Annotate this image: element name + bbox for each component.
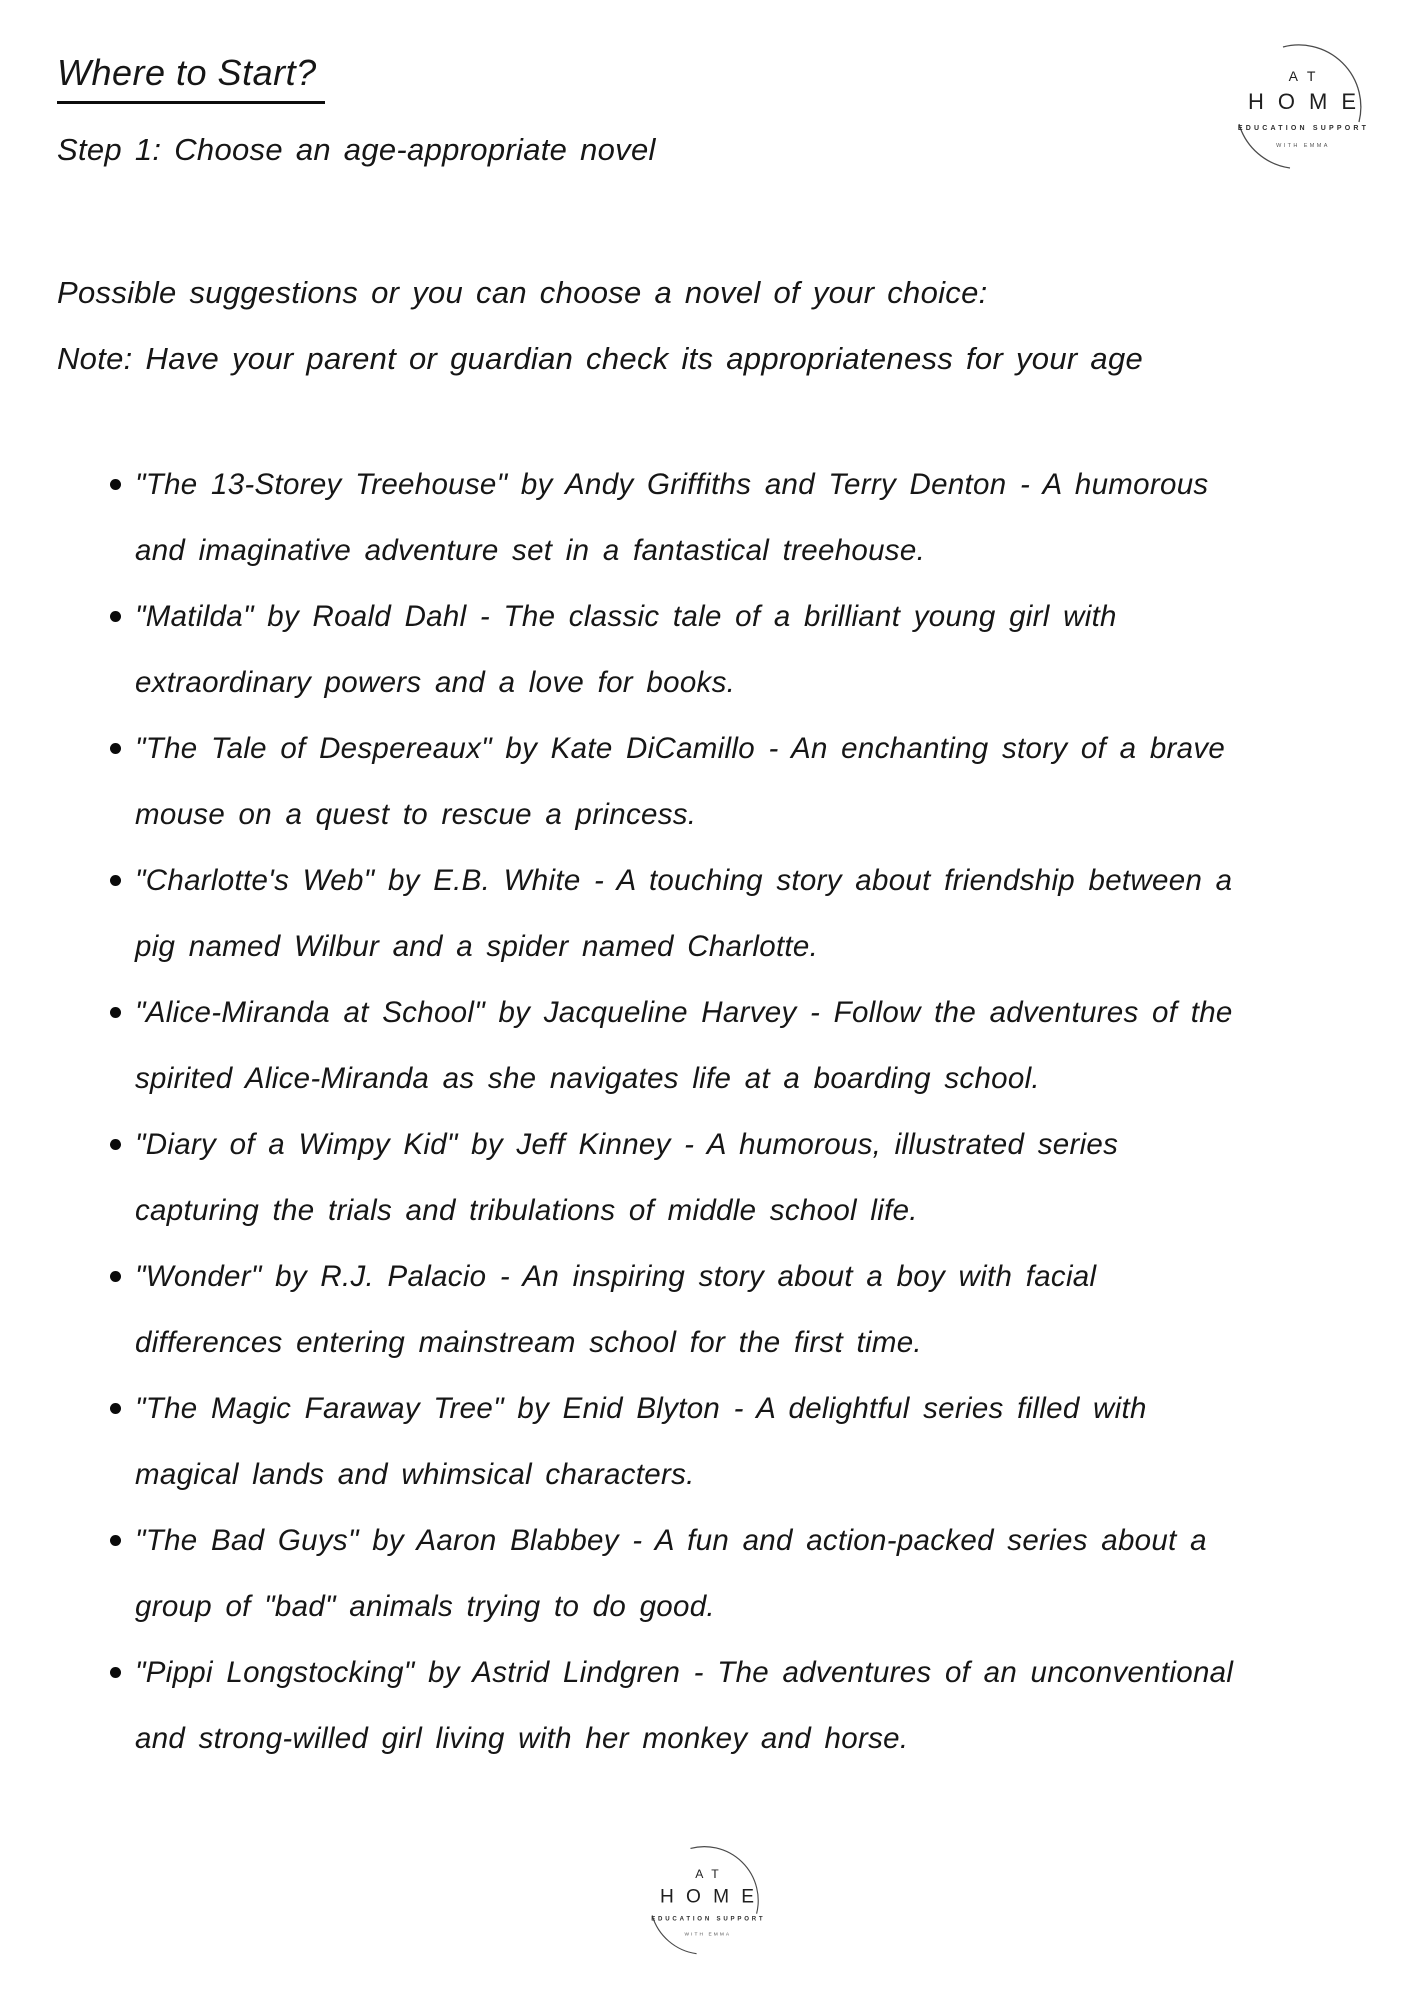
- book-line: "Pippi Longstocking" by Astrid Lindgren - The adventures of an unconventional: [135, 1656, 1234, 1689]
- bullet-dot: [110, 611, 121, 622]
- list-item-book-1: [57, 452, 1364, 584]
- list-item-book-8: [57, 1376, 1364, 1508]
- athome-logo-bottom: [646, 1838, 768, 1969]
- logo-subtitle: EDUCATION SUPPORT: [1237, 125, 1370, 132]
- book-line: group of "bad" animals trying to do good.: [135, 1590, 715, 1623]
- bullet-dot: [110, 743, 121, 754]
- book-line: "Diary of a Wimpy Kid" by Jeff Kinney - A humorous, illustrated series: [135, 1128, 1119, 1161]
- book-line: differences entering mainstream school for the first time.: [135, 1326, 922, 1359]
- logo-word-at: AT: [695, 1866, 728, 1881]
- bullet-dot: [110, 1667, 121, 1678]
- bullet-dot: [110, 1271, 121, 1282]
- book-line: "The 13-Storey Treehouse" by Andy Griffiths and Terry Denton - A humorous: [135, 468, 1209, 501]
- list-item-book-7: [57, 1244, 1364, 1376]
- book-line: "The Bad Guys" by Aaron Blabbey - A fun and action-packed series about a: [135, 1524, 1207, 1557]
- logo-subtitle: EDUCATION SUPPORT: [651, 1916, 766, 1923]
- book-line: spirited Alice-Miranda as she navigates life at a boarding school.: [135, 1062, 1040, 1095]
- book-line: capturing the trials and tribulations of middle school life.: [135, 1194, 918, 1227]
- bullet-dot: [110, 875, 121, 886]
- list-item-book-5: [57, 980, 1364, 1112]
- document-content: [57, 0, 1364, 1772]
- intro-note-line: Note: Have your parent or guardian check its appropriateness for your age: [57, 341, 1144, 376]
- bullet-dot: [110, 1403, 121, 1414]
- list-item-book-4: [57, 848, 1364, 980]
- book-suggestion-list: [57, 452, 1364, 1772]
- book-line: extraordinary powers and a love for books.: [135, 666, 736, 699]
- list-item-book-2: [57, 584, 1364, 716]
- book-line: "The Tale of Despereaux" by Kate DiCamillo - An enchanting story of a brave: [135, 732, 1226, 765]
- book-line: "Charlotte's Web" by E.B. White - A touching story about friendship between a: [135, 864, 1233, 897]
- bullet-dot: [110, 479, 121, 490]
- book-line: mouse on a quest to rescue a princess.: [135, 798, 697, 831]
- page-title: Where to Start?: [57, 52, 325, 104]
- logo-word-at: AT: [1288, 68, 1326, 84]
- step-heading: Step 1: Choose an age-appropriate novel: [57, 132, 656, 167]
- book-line: magical lands and whimsical characters.: [135, 1458, 695, 1491]
- book-line: "Wonder" by R.J. Palacio - An inspiring story about a boy with facial: [135, 1260, 1097, 1293]
- book-line: and strong-willed girl living with her monkey and horse.: [135, 1722, 909, 1755]
- bullet-dot: [110, 1535, 121, 1546]
- book-line: pig named Wilbur and a spider named Charlotte.: [135, 930, 819, 963]
- book-line: and imaginative adventure set in a fantastical treehouse.: [135, 534, 926, 567]
- logo-word-home: HOME: [1248, 89, 1370, 114]
- logo-tagline: WITH EMMA: [684, 1931, 732, 1938]
- bullet-dot: [110, 1007, 121, 1018]
- intro-suggestions-line: Possible suggestions or you can choose a novel of your choice:: [57, 275, 988, 310]
- list-item-book-10: [57, 1640, 1364, 1772]
- logo-tagline: WITH EMMA: [1276, 143, 1330, 149]
- intro-block: [57, 260, 1364, 392]
- list-item-book-6: [57, 1112, 1364, 1244]
- list-item-book-9: [57, 1508, 1364, 1640]
- book-line: "The Magic Faraway Tree" by Enid Blyton - A delightful series filled with: [135, 1392, 1147, 1425]
- list-item-book-3: [57, 716, 1364, 848]
- bullet-dot: [110, 1139, 121, 1150]
- book-line: "Matilda" by Roald Dahl - The classic tale of a brilliant young girl with: [135, 600, 1117, 633]
- book-line: "Alice-Miranda at School" by Jacqueline Harvey - Follow the adventures of the: [135, 996, 1233, 1029]
- logo-word-home: HOME: [660, 1884, 767, 1907]
